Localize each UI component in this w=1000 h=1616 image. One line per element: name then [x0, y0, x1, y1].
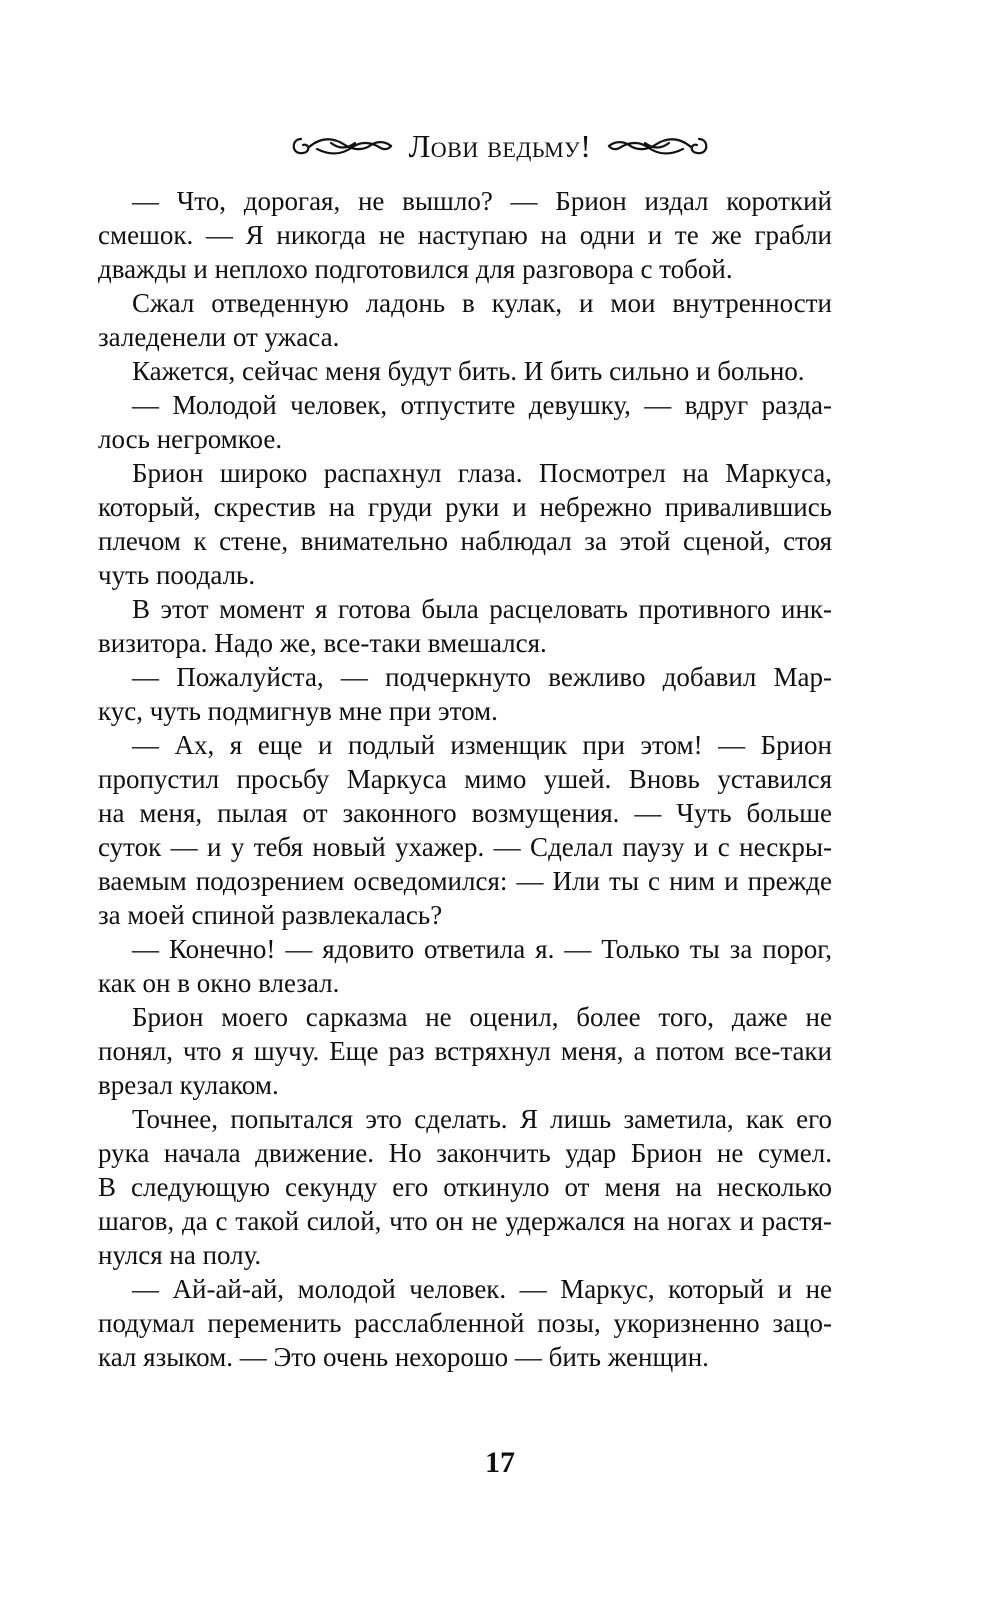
text-line: смешок. — Я никогда не наступаю на одни и те же грабли: [98, 220, 832, 250]
text-line: Точнее, попытался это сделать. Я лишь заметила, как его: [132, 1104, 832, 1134]
text-line: за моей спиной развлекалась?: [98, 900, 443, 930]
running-head: [0, 118, 1000, 174]
text-line: визитора. Надо же, все-таки вмешался.: [98, 628, 547, 658]
text-line: кал языком. — Это очень нехорошо — бить женщин.: [98, 1342, 709, 1372]
text-line: шагов, да с такой силой, что он не удержался на ногах и растя-: [98, 1206, 832, 1236]
flourish-ornament-right-icon: [605, 131, 713, 161]
text-line: Брион моего сарказма не оценил, более того, даже не: [132, 1002, 832, 1032]
text-line: понял, что я шучу. Еще раз встряхнул меня, а потом все-таки: [98, 1036, 832, 1066]
text-line: рука начала движение. Но закончить удар Брион не сумел.: [98, 1138, 832, 1168]
text-line: который, скрестив на груди руки и небрежно привалившись: [98, 492, 832, 522]
text-line: Сжал отведенную ладонь в кулак, и мои внутренности: [132, 288, 832, 318]
text-line: — Молодой человек, отпустите девушку, — вдруг разда-: [132, 390, 832, 420]
flourish-ornament-left-icon: [287, 131, 395, 161]
text-line: суток — и у тебя новый ухажер. — Сделал паузу и с нескры-: [98, 832, 832, 862]
text-line: — Пожалуйста, — подчеркнуто вежливо добавил Мар-: [132, 662, 832, 692]
text-line: пропустил просьбу Маркуса мимо ушей. Вновь уставился: [98, 764, 832, 794]
text-line: — Ай-ай-ай, молодой человек. — Маркус, который и не: [132, 1274, 832, 1304]
page-number: 17: [485, 1446, 515, 1479]
text-line: — Конечно! — ядовито ответила я. — Только ты за порог,: [132, 934, 832, 964]
text-line: Кажется, сейчас меня будут бить. И бить сильно и больно.: [132, 356, 805, 386]
text-line: подумал переменить расслабленной позы, укоризненно зацо-: [98, 1308, 832, 1338]
text-line: — Ах, я еще и подлый изменщик при этом! — Брион: [132, 730, 832, 760]
text-line: как он в окно влезал.: [98, 968, 340, 998]
text-line: кус, чуть подмигнув мне при этом.: [98, 696, 498, 726]
text-line: дважды и неплохо подготовился для разговора с тобой.: [98, 254, 733, 284]
text-line: В следующую секунду его откинуло от меня на несколько: [98, 1172, 832, 1202]
text-line: заледенели от ужаса.: [98, 322, 340, 352]
running-head-title: Лови ведьму!: [408, 127, 592, 164]
text-line: ваемым подозрением осведомился: — Или ты с ним и прежде: [98, 866, 832, 896]
text-line: В этот момент я готова была расцеловать противного инк-: [132, 594, 832, 624]
text-line: на меня, пылая от законного возмущения. — Чуть больше: [98, 798, 832, 828]
text-line: лось негромкое.: [98, 424, 283, 454]
text-line: нулся на полу.: [98, 1240, 262, 1270]
text-line: Брион широко распахнул глаза. Посмотрел на Маркуса,: [132, 458, 832, 488]
text-line: плечом к стене, внимательно наблюдал за этой сценой, стоя: [98, 526, 832, 556]
body-text: [98, 184, 832, 1374]
text-line: чуть поодаль.: [98, 560, 256, 590]
text-line: — Что, дорогая, не вышло? — Брион издал короткий: [132, 186, 832, 216]
text-line: врезал кулаком.: [98, 1070, 279, 1100]
